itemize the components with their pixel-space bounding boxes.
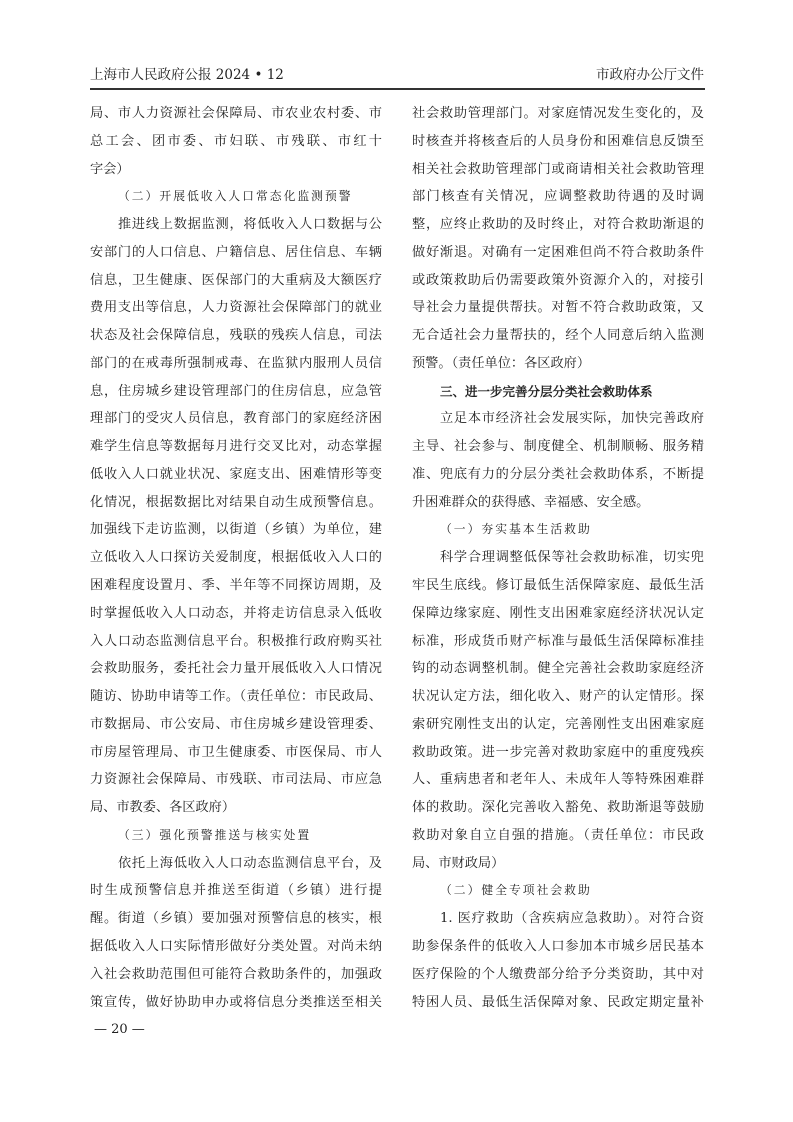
text-line: 预警。（责任单位：各区政府） <box>412 355 591 371</box>
text-line: 困难程度设置月、季、半年等不同探访周期，及 <box>90 578 382 594</box>
text-line: 救助政策。进一步完善对救助家庭中的重度残疾 <box>412 744 704 760</box>
text-line: 化情况，根据数据比对结果自动生成预警信息。 <box>90 494 382 510</box>
text-line: 随访、协助申请等工作。（责任单位：市民政局、 <box>90 689 382 705</box>
text-line: 准、兜底有力的分层分类社会救助体系，不断提 <box>412 466 704 482</box>
text-line: 加强线下走访监测，以街道（乡镇）为单位，建 <box>90 522 382 538</box>
text-line: 局、市教委、各区政府） <box>90 800 236 816</box>
section-label: 市政府办公厅文件 <box>596 67 704 83</box>
text-line: 部门核查有关情况，应调整救助待遇的及时调 <box>412 189 704 205</box>
text-line: 策宣传，做好协助申办或将信息分类推送至相关 <box>90 994 382 1010</box>
text-line: 市房屋管理局、市卫生健康委、市医保局、市人 <box>90 744 382 760</box>
text-line: 局、市人力资源社会保障局、市农业农村委、市 <box>90 106 382 121</box>
section-heading: （二）开展低收入人口常态化监测预警 <box>118 189 353 204</box>
text-line: 做好渐退。对确有一定困难但尚不符合救助条件 <box>412 244 704 260</box>
text-line: 导社会力量提供帮扶。对暂不符合救助政策，又 <box>412 300 704 316</box>
text-line: 钩的动态调整机制。健全完善社会救助家庭经济 <box>412 661 704 677</box>
text-line: 立低收入人口探访关爱制度，根据低收入人口的 <box>90 550 382 566</box>
text-line: 助参保条件的低收入人口参加本市城乡居民基本 <box>412 938 704 954</box>
text-line: 人、重病患者和老年人、未成年人等特殊困难群 <box>412 772 704 788</box>
text-line: 医疗保险的个人缴费部分给予分类资助，其中对 <box>412 966 704 982</box>
text-line: 主导、社会参与、制度健全、机制顺畅、服务精 <box>412 439 704 455</box>
text-line: 索研究刚性支出的认定，完善刚性支出困难家庭 <box>412 716 704 732</box>
text-line: 安部门的人口信息、户籍信息、居住信息、车辆 <box>90 244 382 260</box>
text-line: 入社会救助范围但可能符合救助条件的，加强政 <box>90 966 382 982</box>
header-divider <box>90 88 705 90</box>
page-number: — 20 — <box>94 1022 145 1037</box>
text-line: 1. 医疗救助（含疾病应急救助）。对符合资 <box>440 911 704 927</box>
text-line: 状态及社会保障信息，残联的残疾人信息，司法 <box>90 328 382 344</box>
text-line: 社会救助管理部门。对家庭情况发生变化的，及 <box>412 106 704 121</box>
text-line: 时生成预警信息并推送至街道（乡镇）进行提 <box>90 883 382 899</box>
text-line: 息，住房城乡建设管理部门的住房信息，应急管 <box>90 383 382 399</box>
text-line: 相关社会救助管理部门或商请相关社会救助管理 <box>412 161 704 177</box>
text-line: 体的救助。深化完善收入豁免、救助渐退等鼓励 <box>412 800 704 816</box>
right-column <box>412 100 704 1016</box>
text-line: 部门的在戒毒所强制戒毒、在监狱内服刑人员信 <box>90 355 382 371</box>
text-line: 低收入人口就业状况、家庭支出、困难情形等变 <box>90 466 382 482</box>
text-line: 醒。街道（乡镇）要加强对预警信息的核实，根 <box>90 911 382 927</box>
text-line: 依托上海低收入人口动态监测信息平台，及 <box>118 855 382 871</box>
text-line: 特困人员、最低生活保障对象、民政定期定量补 <box>412 994 704 1010</box>
text-line: 立足本市经济社会发展实际，加快完善政府 <box>440 411 704 427</box>
section-heading: （三）强化预警推送与核实处置 <box>118 827 312 842</box>
text-line: 保障边缘家庭、刚性支出困难家庭经济状况认定 <box>412 605 704 621</box>
text-line: 理部门的受灾人员信息，教育部门的家庭经济困 <box>90 411 382 427</box>
text-line: 入人口动态监测信息平台。积极推行政府购买社 <box>90 633 382 649</box>
text-line: 或政策救助后仍需要政策外资源介入的，对接引 <box>412 272 704 288</box>
text-line: 无合适社会力量帮扶的，经个人同意后纳入监测 <box>412 328 704 344</box>
section-heading: （二）健全专项社会救助 <box>440 883 592 898</box>
text-line: 局、市财政局） <box>412 855 505 871</box>
text-line: 推进线上数据监测，将低收入人口数据与公 <box>118 217 382 233</box>
text-line: 救助对象自立自强的措施。（责任单位：市民政 <box>412 827 704 843</box>
text-line: 升困难群众的获得感、幸福感、安全感。 <box>412 494 650 510</box>
section-heading: （一）夯实基本生活救助 <box>440 522 592 537</box>
text-line: 时核查并将核查后的人员身份和困难信息反馈至 <box>412 133 704 149</box>
text-line: 难学生信息等数据每月进行交叉比对，动态掌握 <box>90 439 382 455</box>
text-line: 状况认定方法，细化收入、财产的认定情形。探 <box>412 689 704 705</box>
text-line: 信息，卫生健康、医保部门的大重病及大额医疗 <box>90 272 382 288</box>
text-line: 牢民生底线。修订最低生活保障家庭、最低生活 <box>412 578 704 594</box>
section-heading: 三、进一步完善分层分类社会救助体系 <box>440 383 653 399</box>
text-line: 会救助服务，委托社会力量开展低收入人口情况 <box>90 661 382 677</box>
text-line: 字会） <box>90 161 130 177</box>
text-line: 总工会、团市委、市妇联、市残联、市红十 <box>90 133 382 149</box>
text-line: 市数据局、市公安局、市住房城乡建设管理委、 <box>90 716 382 732</box>
text-line: 据低收入人口实际情形做好分类处置。对尚未纳 <box>90 938 382 954</box>
publication-title: 上海市人民政府公报 2024 • 12 <box>90 67 284 83</box>
text-line: 费用支出等信息，人力资源社会保障部门的就业 <box>90 300 382 316</box>
text-line: 标准，形成货币财产标准与最低生活保障标准挂 <box>412 633 704 649</box>
text-line: 时掌握低收入人口动态，并将走访信息录入低收 <box>90 605 382 621</box>
text-line: 科学合理调整低保等社会救助标准，切实兜 <box>440 550 704 566</box>
left-column <box>90 100 382 1016</box>
text-line: 力资源社会保障局、市残联、市司法局、市应急 <box>90 772 382 788</box>
text-line: 整，应终止救助的及时终止，对符合救助渐退的 <box>412 217 704 233</box>
